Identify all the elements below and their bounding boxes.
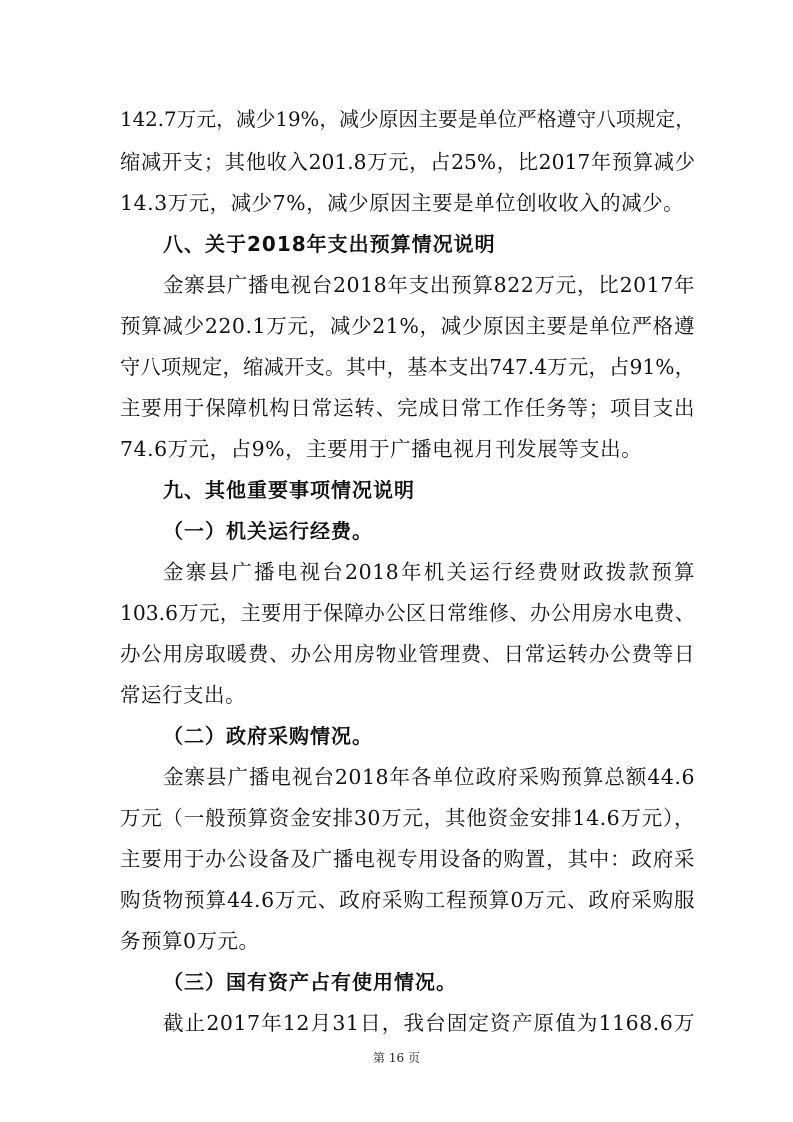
- paragraph-line: 金寨县广播电视台2018年机关运行经费财政拨款预算: [163, 560, 695, 584]
- paragraph-line: 142.7万元，减少19%，减少原因主要是单位严格遵守八项规定，: [120, 108, 695, 131]
- paragraph-line: 办公用房取暖费、办公用房物业管理费、日常运转办公费等日: [120, 642, 695, 666]
- paragraph-line: 万元（一般预算资金安排30万元，其他资金安排14.6万元），: [120, 806, 695, 830]
- paragraph-line: 14.3万元，减少7%，减少原因主要是单位创收收入的减少。: [120, 191, 685, 215]
- subsection-heading: （一）机关运行经费。: [163, 519, 373, 543]
- paragraph-line: 缩减开支；其他收入201.8万元，占25%，比2017年预算减少: [120, 150, 695, 174]
- paragraph-line: 主要用于办公设备及广播电视专用设备的购置，其中：政府采: [120, 847, 695, 871]
- paragraph-line: 预算减少220.1万元，减少21%，减少原因主要是单位严格遵: [120, 314, 695, 338]
- paragraph-line: 金寨县广播电视台2018年支出预算822万元，比2017年: [163, 273, 695, 297]
- paragraph-line: 主要用于保障机构日常运转、完成日常工作任务等；项目支出: [120, 396, 695, 420]
- paragraph-line: 103.6万元，主要用于保障办公区日常维修、办公用房水电费、: [120, 601, 695, 625]
- paragraph-line: 购货物预算44.6万元、政府采购工程预算0万元、政府采购服: [120, 888, 695, 912]
- section-heading: 八、关于2018年支出预算情况说明: [163, 232, 496, 256]
- subsection-heading: （三）国有资产占有使用情况。: [163, 970, 457, 994]
- paragraph-line: 守八项规定，缩减开支。其中，基本支出747.4万元，占91%，: [120, 355, 695, 379]
- paragraph-line: 常运行支出。: [120, 683, 246, 707]
- page-number: 第 16 页: [373, 1051, 420, 1065]
- paragraph-line: 金寨县广播电视台2018年各单位政府采购预算总额44.6: [163, 765, 695, 789]
- section-heading: 九、其他重要事项情况说明: [163, 478, 415, 502]
- paragraph-line: 74.6万元，占9%，主要用于广播电视月刊发展等支出。: [120, 437, 643, 461]
- paragraph-line: 务预算0万元。: [120, 929, 260, 953]
- subsection-heading: （二）政府采购情况。: [163, 724, 373, 748]
- paragraph-line: 截止2017年12月31日，我台固定资产原值为1168.6万: [163, 1011, 695, 1035]
